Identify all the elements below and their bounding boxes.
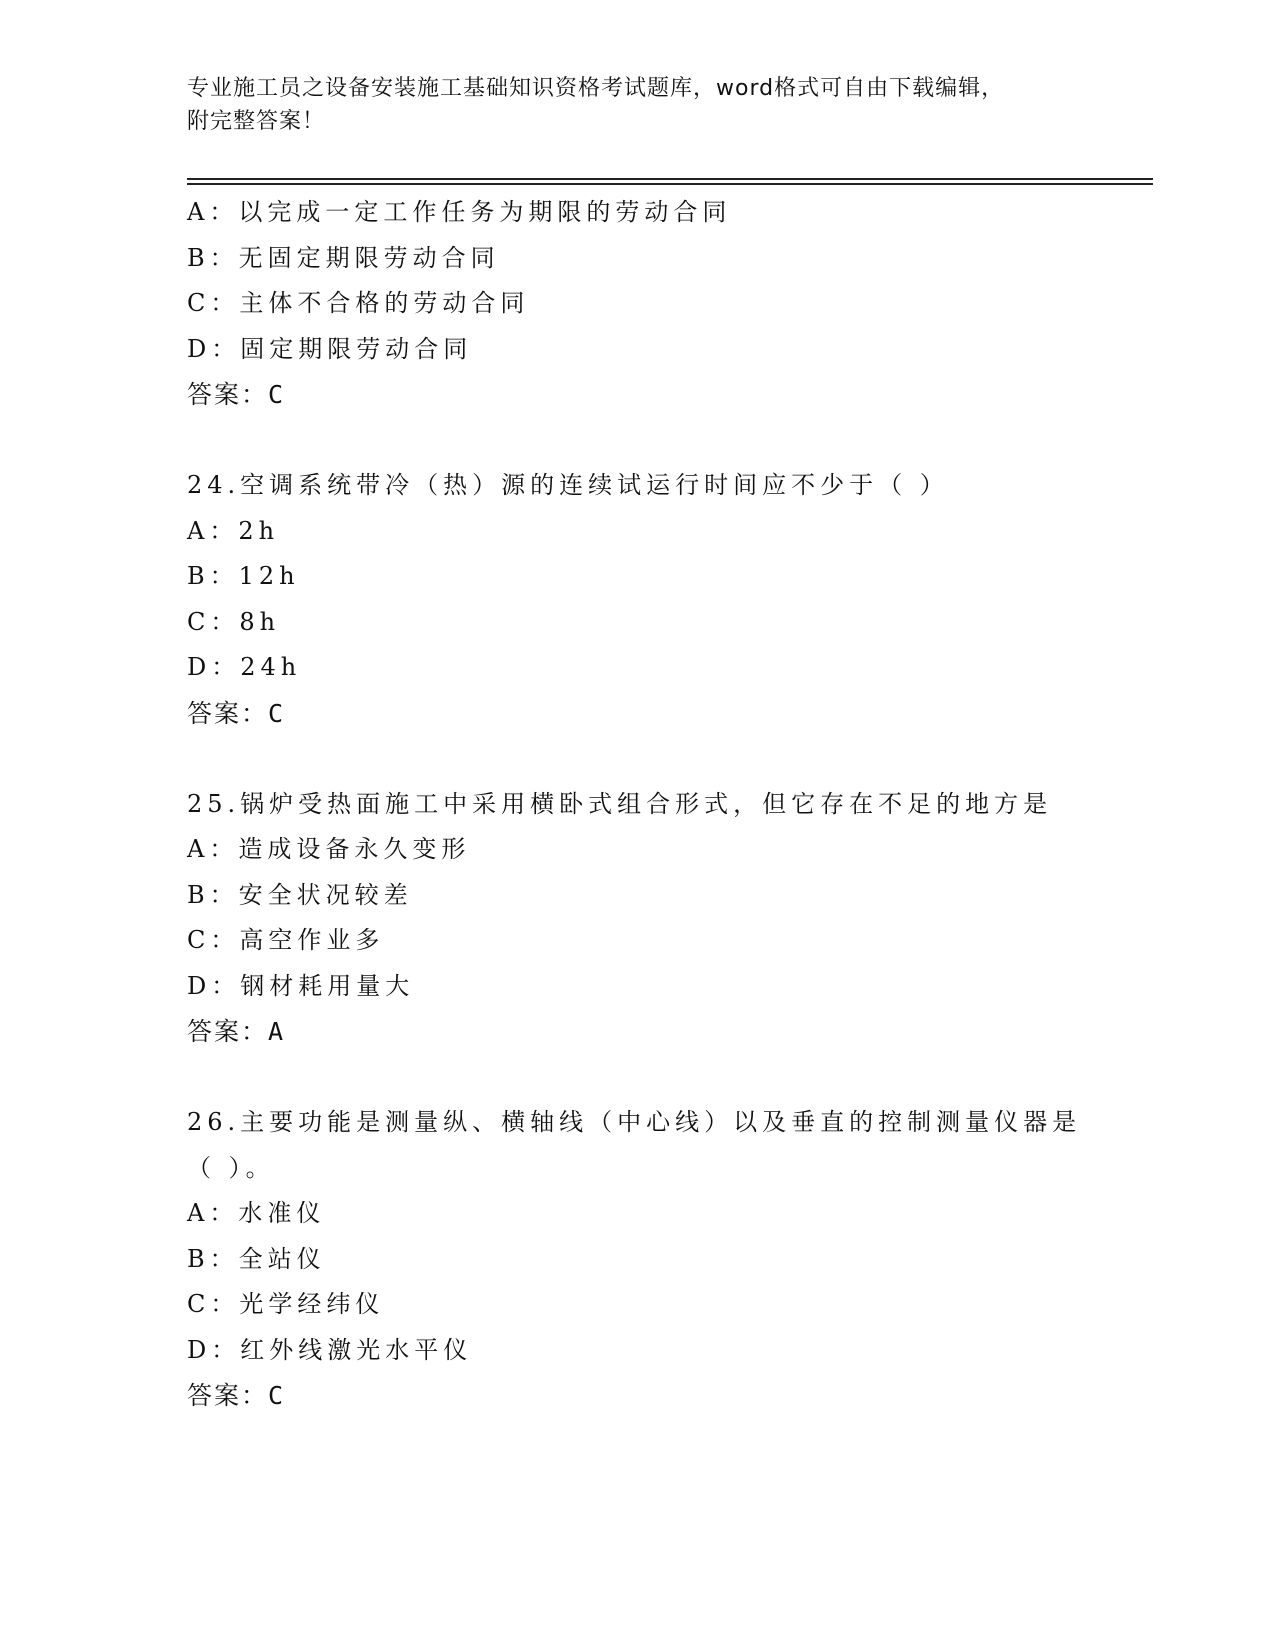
option-a: A：2h bbox=[187, 516, 280, 545]
option-b: B：无固定期限劳动合同 bbox=[187, 243, 500, 272]
option-b: B：全站仪 bbox=[187, 1244, 326, 1273]
answer-label: 答案： bbox=[187, 698, 269, 728]
spacer bbox=[187, 736, 1127, 782]
answer-label: 答案： bbox=[187, 1017, 269, 1046]
answer-line bbox=[187, 372, 1127, 418]
question-list bbox=[187, 190, 1127, 1419]
header-line-1: 专业施工员之设备安装施工基础知识资格考试题库，word格式可自由下载编辑， bbox=[187, 76, 1005, 101]
option-c: C：光学经纬仪 bbox=[187, 1290, 385, 1318]
answer-label: 答案： bbox=[187, 1381, 269, 1410]
answer-value: C bbox=[268, 1381, 286, 1410]
option-d: D：固定期限劳动合同 bbox=[187, 334, 473, 363]
question-title: 25.锅炉受热面施工中采用横卧式组合形式，但它存在不足的地方是 bbox=[187, 789, 1053, 818]
option-a: A：水准仪 bbox=[187, 1199, 326, 1227]
spacer bbox=[187, 418, 1127, 464]
header-line-2: 附完整答案！ bbox=[187, 109, 326, 134]
question-block bbox=[187, 190, 1127, 418]
option-c: C：8h bbox=[187, 607, 281, 636]
document-header bbox=[187, 72, 1067, 138]
question-block bbox=[187, 782, 1127, 1055]
option-c: C：主体不合格的劳动合同 bbox=[187, 289, 530, 317]
answer-line bbox=[187, 1009, 1127, 1055]
option-a: A：以完成一定工作任务为期限的劳动合同 bbox=[187, 198, 732, 226]
question-title: 26.主要功能是测量纵、横轴线（中心线）以及垂直的控制测量仪器是（ ）。 bbox=[187, 1108, 1082, 1182]
header-divider-bottom bbox=[187, 183, 1153, 185]
answer-value: C bbox=[268, 380, 286, 409]
option-b: B：12h bbox=[187, 562, 300, 590]
header-divider-top bbox=[187, 178, 1153, 180]
option-c: C：高空作业多 bbox=[187, 926, 385, 954]
option-d: D：24h bbox=[187, 653, 302, 681]
spacer bbox=[187, 1055, 1127, 1101]
answer-label: 答案： bbox=[187, 380, 269, 409]
answer-line bbox=[187, 691, 1127, 737]
option-a: A：造成设备永久变形 bbox=[187, 835, 471, 863]
answer-value: A bbox=[268, 1017, 286, 1046]
option-b: B：安全状况较差 bbox=[187, 880, 413, 909]
option-d: D：钢材耗用量大 bbox=[187, 971, 415, 1000]
option-d: D：红外线激光水平仪 bbox=[187, 1335, 473, 1364]
question-title: 24.空调系统带冷（热）源的连续试运行时间应不少于（ ） bbox=[187, 471, 949, 499]
question-block bbox=[187, 1100, 1127, 1419]
question-block bbox=[187, 463, 1127, 736]
answer-line bbox=[187, 1373, 1127, 1419]
answer-value: C bbox=[268, 698, 286, 728]
